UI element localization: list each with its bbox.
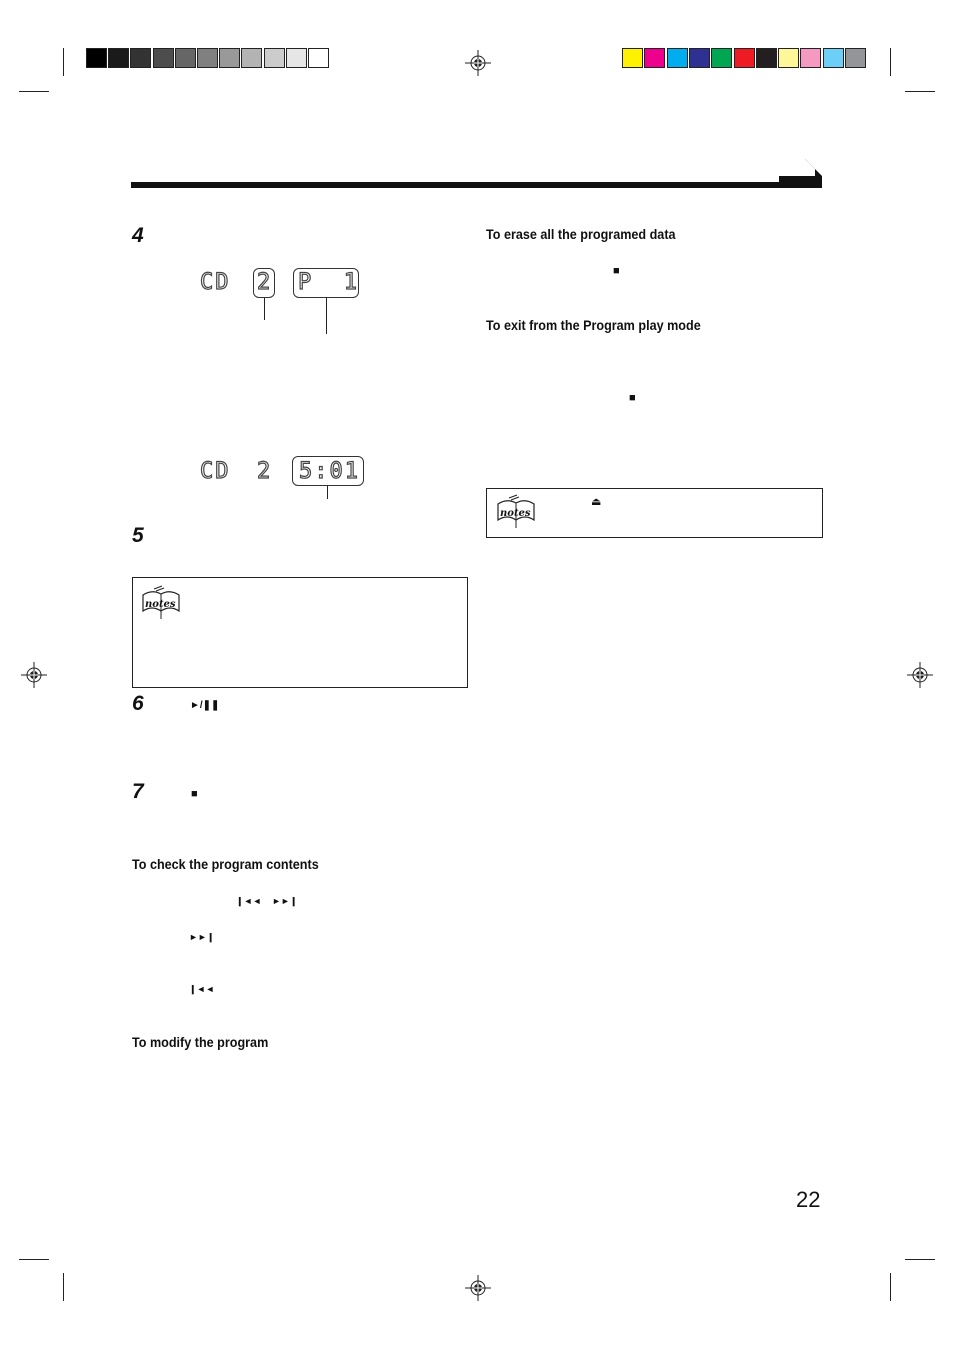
display-disc-number: 2 xyxy=(257,459,273,484)
modify-program-heading: To modify the program xyxy=(132,1034,269,1050)
check-program-heading: To check the program contents xyxy=(132,856,319,872)
svg-text:notes: notes xyxy=(145,599,176,610)
erase-program-heading: To erase all the programed data xyxy=(486,226,676,242)
page-number: 22 xyxy=(796,1187,821,1212)
registration-mark-bottom-icon xyxy=(465,1275,491,1301)
color-swatch xyxy=(644,48,665,68)
registration-mark-top-icon xyxy=(465,50,491,76)
display-disc-number: 2 xyxy=(257,270,273,295)
display-program-number: P 1 xyxy=(298,270,359,295)
eject-icon: ⏏ xyxy=(591,496,602,508)
notes-box-left xyxy=(132,577,468,688)
skip-back-icon: ❙◄◄ xyxy=(189,984,215,994)
color-swatch xyxy=(778,48,799,68)
gray-swatch xyxy=(153,48,174,68)
gray-swatch xyxy=(130,48,151,68)
continue-arrow-icon xyxy=(779,156,823,184)
crop-mark xyxy=(905,91,935,92)
step-7-number: 7 xyxy=(132,780,144,803)
display-source: CD xyxy=(200,270,231,295)
crop-mark xyxy=(905,1259,935,1260)
skip-forward-icon: ►►❙ xyxy=(272,896,298,906)
crop-mark xyxy=(63,48,64,76)
gray-swatch xyxy=(175,48,196,68)
gray-swatch xyxy=(197,48,218,68)
crop-mark xyxy=(63,1273,64,1301)
color-swatch xyxy=(667,48,688,68)
registration-mark-left-icon xyxy=(21,662,47,688)
crop-mark xyxy=(890,48,891,76)
color-swatch xyxy=(800,48,821,68)
color-swatch xyxy=(689,48,710,68)
gray-swatch xyxy=(86,48,107,68)
exit-program-heading: To exit from the Program play mode xyxy=(486,317,701,333)
stop-icon: ■ xyxy=(191,788,198,800)
display-total-time: 5:01 xyxy=(299,459,360,484)
color-swatch xyxy=(711,48,732,68)
color-swatch xyxy=(756,48,777,68)
step-6-number: 6 xyxy=(132,692,144,715)
leader-line xyxy=(326,298,327,334)
notes-icon xyxy=(140,585,182,621)
gray-swatch xyxy=(264,48,285,68)
step-5-number: 5 xyxy=(132,524,144,547)
crop-mark xyxy=(19,1259,49,1260)
gray-swatch xyxy=(108,48,129,68)
stop-icon: ■ xyxy=(613,265,620,277)
gray-swatch xyxy=(241,48,262,68)
gray-swatch xyxy=(219,48,240,68)
step-4-number: 4 xyxy=(132,224,144,247)
notes-icon xyxy=(495,494,537,530)
color-swatch xyxy=(823,48,844,68)
display-source: CD xyxy=(200,459,231,484)
color-swatch xyxy=(845,48,866,68)
header-rule xyxy=(131,182,822,188)
gray-swatch xyxy=(308,48,329,68)
play-pause-icon: ►/❚❚ xyxy=(190,700,220,711)
stop-icon: ■ xyxy=(629,392,636,404)
leader-line xyxy=(327,486,328,499)
crop-mark xyxy=(19,91,49,92)
crop-mark xyxy=(890,1273,891,1301)
gray-swatch xyxy=(286,48,307,68)
skip-back-icon: ❙◄◄ xyxy=(236,896,262,906)
skip-forward-icon: ►►❙ xyxy=(189,932,215,942)
leader-line xyxy=(264,298,265,320)
registration-mark-right-icon xyxy=(907,662,933,688)
svg-text:notes: notes xyxy=(500,508,531,519)
color-swatch xyxy=(622,48,643,68)
color-swatch xyxy=(734,48,755,68)
